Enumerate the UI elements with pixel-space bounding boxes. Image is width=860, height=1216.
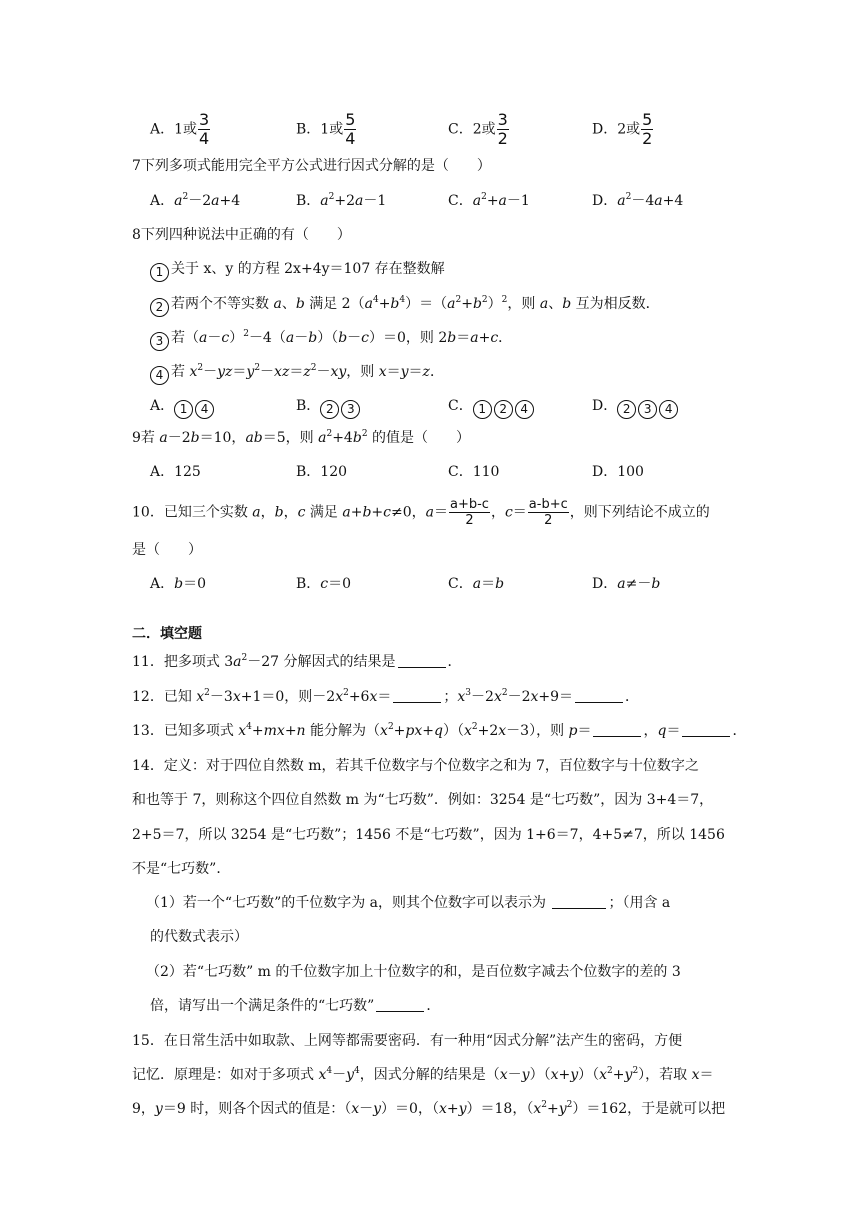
q10-option-c: C．a＝b <box>448 576 505 592</box>
q7-option-d: D．$a^2-4a+4$ <box>592 192 684 209</box>
q9-stem: 9若 a－2b＝10，ab＝5，则 $a^2+4b^2$ 的值是（ ） <box>132 429 470 446</box>
q12: 12．已知 $x^2-3x+1=0$，则$-2x^2+6x=$ ；$x^3-2x^2-2x+9=$ ． <box>132 688 640 705</box>
q14-part-1-cont: 的代数式表示） <box>150 929 248 945</box>
q14-line-1: 14．定义：对于四位自然数 m，若其千位数字与个位数字之和为 7，百位数字与十位数字之 <box>132 758 699 774</box>
q11: 11．把多项式 $3a^2-27$ 分解因式的结果是 ． <box>132 653 462 670</box>
q8-statement-4: 4 若 $x^2-yz=y^2-xz=z^2-xy$，则 x＝y＝z． <box>150 362 444 385</box>
q10-option-d: D．a≠－b <box>592 576 661 592</box>
q8-option-a: A． 1 4 <box>150 396 216 419</box>
q8-option-c: C． 1 2 4 <box>448 396 536 419</box>
q10-stem: 10．已知三个实数 a，b，c 满足 a+b+c≠0，a＝ $\frac{a+b-c}{2}$ ，c＝ $\frac{a-b+c}{2}$ ，则下列结论不成立的 <box>132 497 710 528</box>
q8-statement-3: 3 若$(a-c)^2-4(a-b)(b-c)=0$，则 2b＝a+c． <box>150 328 512 351</box>
q8-option-d: D． 2 3 4 <box>592 396 680 419</box>
q14-line-4: 不是“七巧数”． <box>132 861 231 877</box>
q14-line-2: 和也等于 7，则称这个四位自然数 m 为“七巧数”．例如：3254 是“七巧数”，因为 3+4＝7， <box>132 792 714 808</box>
q14-part-2-cont: 倍，请写出一个满足条件的“七巧数” ． <box>150 998 441 1014</box>
q10-stem-line2: 是（ ） <box>132 542 202 558</box>
q7-option-b: B．$a^2+2a-1$ <box>296 192 387 209</box>
q14-part-2: （2）若“七巧数” m 的千位数字加上十位数字的和，是百位数字减去个位数字的差的 3 <box>146 964 681 980</box>
q14-part-1: （1）若一个“七巧数”的千位数字为 a，则其个位数字可以表示为 ；（用含 a <box>146 895 671 911</box>
q8-statement-2: 2 若两个不等实数 a、b 满足 $2(a^4+b^4)=(a^2+b^2)^2$，则 a、b 互为相反数． <box>150 294 660 317</box>
q9-option-b: B．120 <box>296 464 348 480</box>
q14-line-3: 2+5＝7，所以 3254 是“七巧数”；1456 不是“七巧数”，因为 1+6＝7，4+5≠7，所以 1456 <box>132 827 725 843</box>
q8-stem: 8下列四种说法中正确的有（ ） <box>132 227 351 243</box>
q6-option-d: D．2或 $\frac{5}{2}$ <box>592 110 653 148</box>
q7-option-a: A．$a^2-2a+4$ <box>150 192 241 209</box>
q13: 13．已知多项式 $x^4+mx+n$ 能分解为$(x^2+px+q)(x^2+2x-3)$，则 p＝ ，q＝ ． <box>132 722 747 739</box>
q6-option-b: B．1或 $\frac{5}{4}$ <box>296 110 356 148</box>
q15-line-3: 9，y＝9 时，则各个因式的值是：（x－y）＝0，（x+y）＝18，$(x^2+y^2)=162$，于是就可以把 <box>132 1100 726 1117</box>
q10-option-a: A．b＝0 <box>150 576 207 592</box>
section-heading-fill-blank: 二．填空题 <box>132 626 202 642</box>
q7-option-c: C．$a^2+a-1$ <box>448 192 530 209</box>
q15-line-1: 15．在日常生活中如取款、上网等都需要密码．有一种用“因式分解”法产生的密码，方便 <box>132 1033 683 1049</box>
q10-option-b: B．c＝0 <box>296 576 352 592</box>
q7-stem: 7下列多项式能用完全平方公式进行因式分解的是（ ） <box>132 158 491 174</box>
q9-option-c: C．110 <box>448 464 500 480</box>
q8-option-b: B． 2 3 <box>296 396 362 419</box>
q15-line-2: 记忆．原理是：如对于多项式 $x^4-y^4$，因式分解的结果是$(x-y)(x+y)(x^2+y^2)$，若取 x＝ <box>132 1066 714 1083</box>
q6-option-a: A．1或 $\frac{3}{4}$ <box>150 110 210 148</box>
q9-option-a: A．125 <box>150 464 201 480</box>
q8-statement-1: 1 关于 x、y 的方程 2x+4y＝107 存在整数解 <box>150 259 445 282</box>
q6-option-c: C．2或 $\frac{3}{2}$ <box>448 110 508 148</box>
q9-option-d: D．100 <box>592 464 644 480</box>
